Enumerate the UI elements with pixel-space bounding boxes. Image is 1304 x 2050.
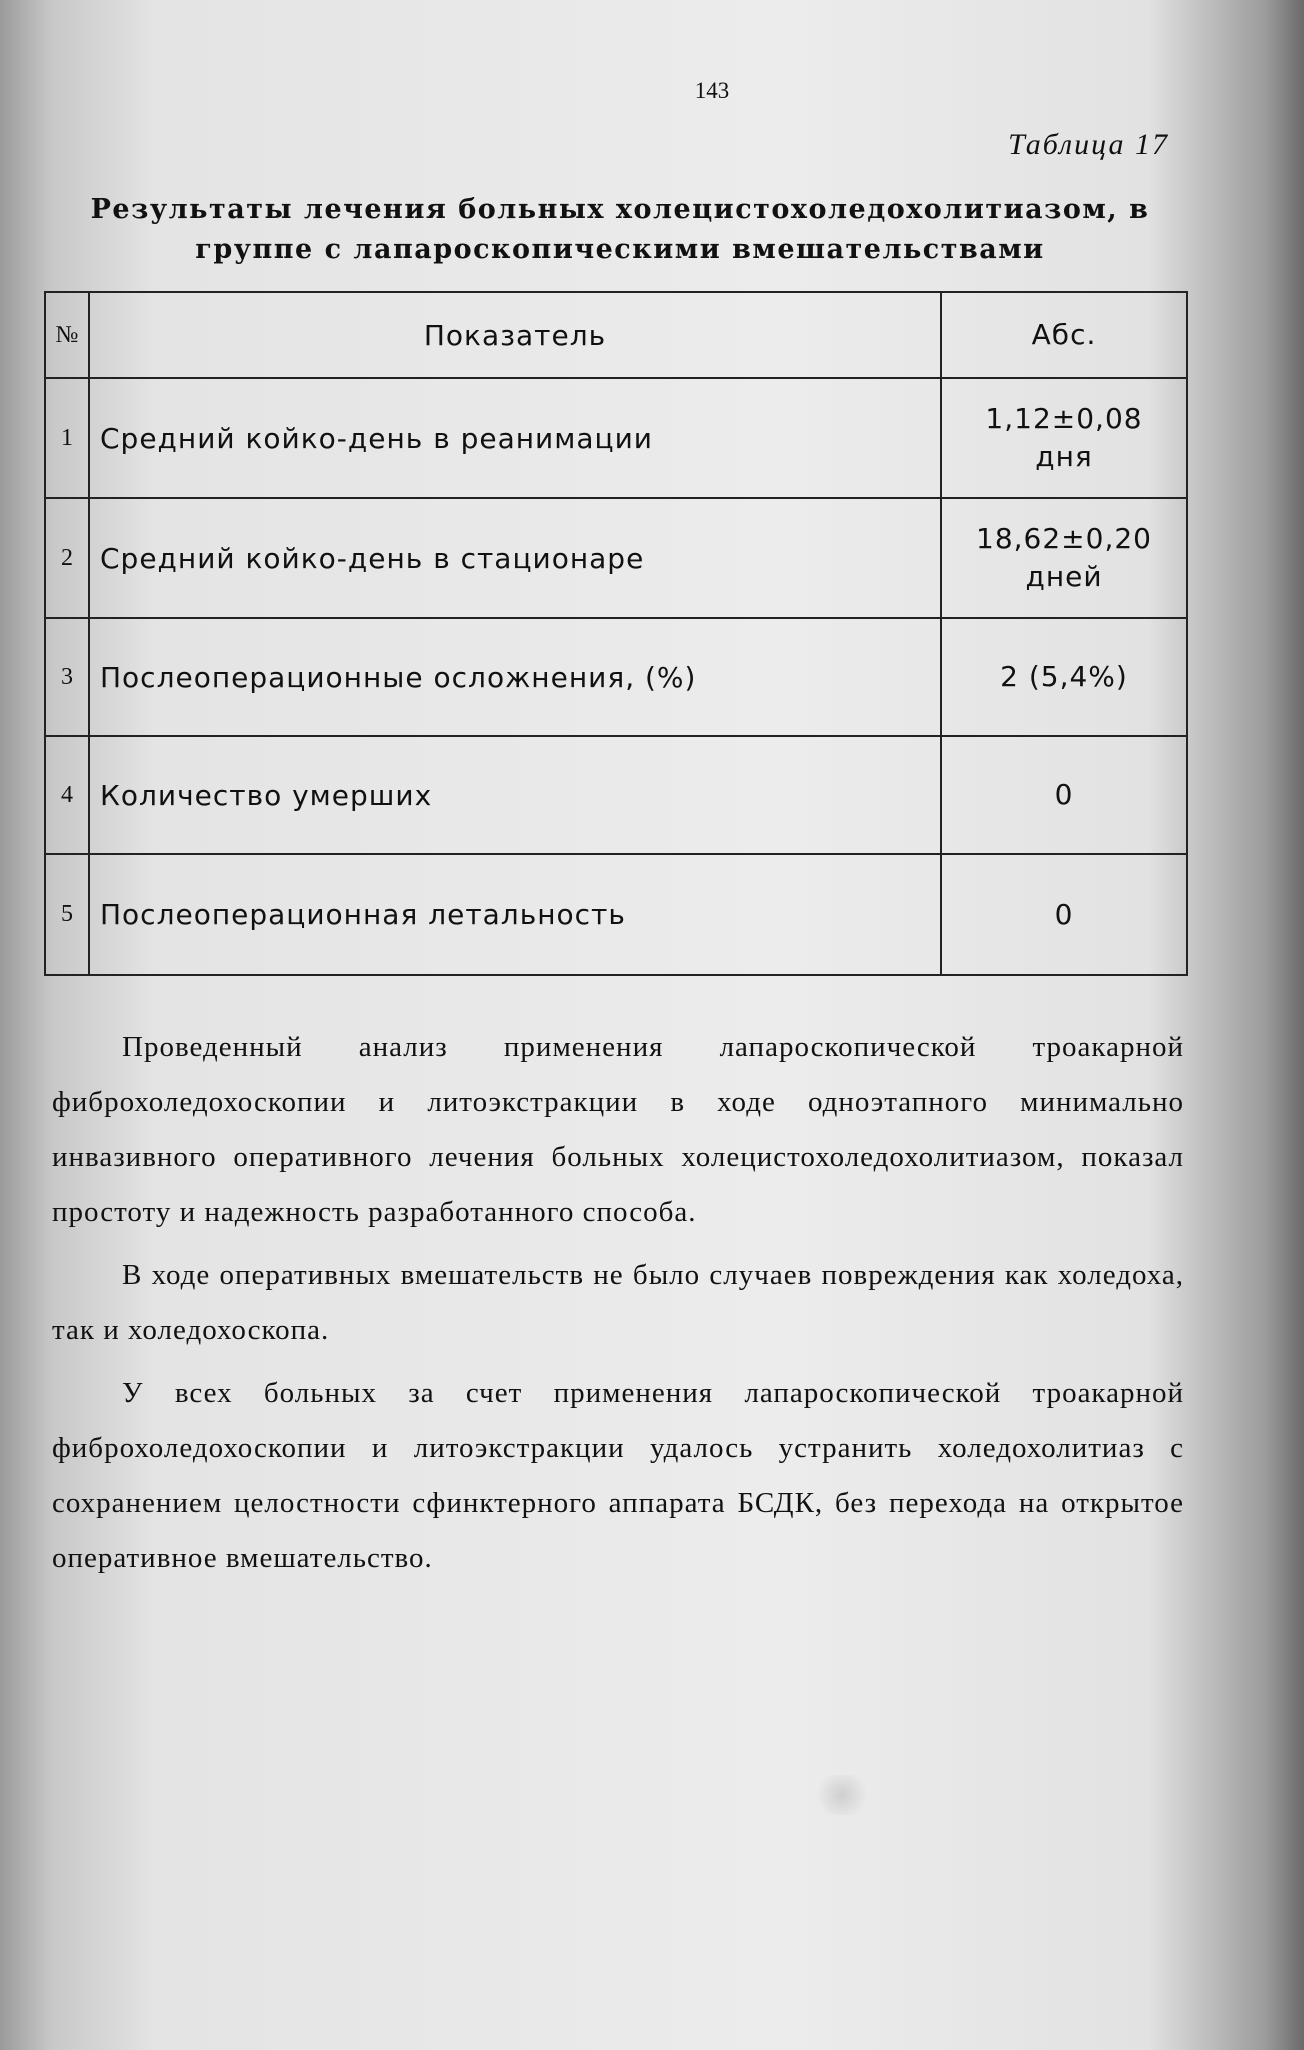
paragraph: Проведенный анализ применения лапароскопической троакарной фиброхоледохоскопии и литоэкстракции в ходе одноэтапного минимально инвазивного оперативного лечения больных холецистохоледохолитиазом, показал простоту и надежность разработанного способа.	[52, 1031, 1184, 1228]
table-title-line-2: группе с лапароскопическими вмешательствами	[195, 234, 1045, 265]
header-number: №	[45, 292, 89, 378]
paragraph: В ходе оперативных вмешательств не было случаев повреждения как холедоха, так и холедохоскопа.	[52, 1259, 1184, 1346]
row-value: 1,12±0,08	[985, 402, 1143, 435]
row-number: 5	[45, 854, 89, 975]
paragraph: У всех больных за счет применения лапароскопической троакарной фиброхоледохоскопии и литоэкстракции удалось устранить холедохолитиаз с сохранением целостности сфинктерного аппарата БСДК, без перехода на открытое оперативное вмешательство.	[52, 1377, 1184, 1574]
row-absolute	[941, 618, 1187, 736]
row-indicator: Средний койко-день в стационаре	[89, 498, 941, 618]
row-value: 2 (5,4%)	[1000, 660, 1128, 693]
row-value: 18,62±0,20	[976, 522, 1152, 555]
row-absolute	[941, 378, 1187, 498]
table-row	[45, 736, 1187, 854]
row-value: 0	[1054, 778, 1074, 811]
table-row	[45, 854, 1187, 975]
row-unit: дней	[1025, 560, 1103, 593]
row-indicator: Послеоперационная летальность	[89, 854, 941, 975]
scan-speck	[812, 1775, 872, 1815]
header-indicator: Показатель	[89, 292, 941, 378]
row-indicator: Средний койко-день в реанимации	[89, 378, 941, 498]
body-text	[52, 1020, 1184, 1594]
row-unit: дня	[1035, 440, 1093, 473]
table-caption: Таблица 17	[1008, 128, 1169, 161]
row-indicator: Послеоперационные осложнения, (%)	[89, 618, 941, 736]
table-row	[45, 498, 1187, 618]
header-absolute: Абс.	[941, 292, 1187, 378]
row-number: 4	[45, 736, 89, 854]
table-header-row	[45, 292, 1187, 378]
table-title-line-1: Результаты лечения больных холецистохоледохолитиазом, в	[90, 194, 1150, 225]
page-number: 143	[694, 78, 730, 103]
row-indicator: Количество умерших	[89, 736, 941, 854]
row-absolute	[941, 736, 1187, 854]
row-number: 3	[45, 618, 89, 736]
table-title	[60, 190, 1180, 270]
row-number: 2	[45, 498, 89, 618]
row-number: 1	[45, 378, 89, 498]
row-absolute	[941, 498, 1187, 618]
table-row	[45, 618, 1187, 736]
table-row	[45, 378, 1187, 498]
results-table	[44, 291, 1188, 976]
row-absolute	[941, 854, 1187, 975]
row-value: 0	[1054, 897, 1074, 931]
